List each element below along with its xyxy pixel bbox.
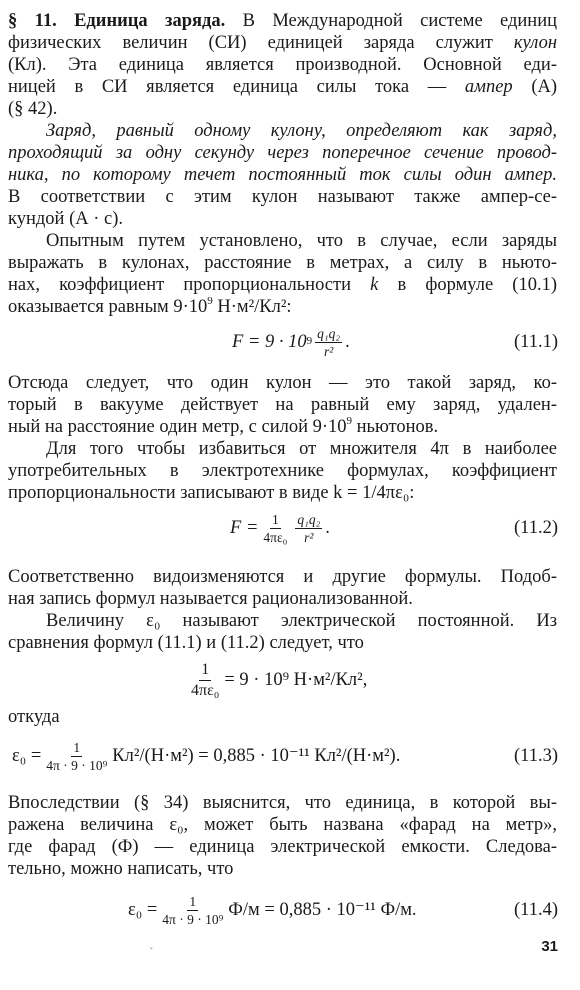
equation-label: (11.3)	[513, 745, 558, 766]
p1-line-3: (Кл). Эта единица является производной. Основной еди-	[8, 55, 557, 75]
p4-line-2: торый в вакууме действует на равный ему заряд, удален-	[8, 395, 557, 415]
equation-label: (11.2)	[513, 517, 558, 538]
p2-line-1: Заряд, равный одному кулону, определяют как заряд,	[46, 121, 557, 141]
p2-line-3: ника, по которому течет постоянный ток силы один ампер.	[8, 165, 557, 185]
p7-line-1: Величину ε₀ называют электрической постоянной. Из	[46, 611, 557, 631]
equation-label: (11.1)	[513, 331, 558, 352]
equation-11-3: ε₀ = $\frac{1}{\text{4π · 9 · 10⁹}}$ Кл²/(Н·м²) = 0,885 · 10⁻¹¹ Кл²/(Н·м²). (11.3)	[0, 734, 580, 778]
equation-label: (11.4)	[513, 899, 558, 920]
equation-11-1: F = 9 · 10 $^9$ $\frac{\text{q₁q₂}}{\text{r²}}$ . (11.1)	[0, 320, 580, 364]
otkuda-line: откуда	[8, 707, 60, 727]
p2-line-2: проходящий за одну секунду через поперечное сечение провод-	[8, 143, 557, 163]
p1-line-1: § 11. Единица заряда. В Международной системе единиц	[8, 11, 557, 31]
p3-line-1: Опытным путем установлено, что в случае, если заряды	[46, 231, 557, 251]
fraction: $\frac{\text{q₁q₂}}{\text{r²}}$	[297, 511, 321, 545]
p5-line-1: Для того чтобы избавиться от множителя 4π в наиболее	[46, 439, 557, 459]
p6-line-1: Соответственно видоизменяются и другие формулы. Подоб-	[8, 567, 557, 587]
p7-line-2: сравнения формул (11.1) и (11.2) следует, что	[8, 633, 364, 653]
p6-line-2: ная запись формул называется рационализованной.	[8, 589, 413, 609]
fraction: $\frac{\text{q₁q₂}}{\text{r²}}$	[317, 325, 341, 359]
section-heading: § 11. Единица заряда.	[8, 11, 226, 31]
p1-line-5: (§ 42).	[8, 99, 58, 119]
equation-unnumbered: $\frac{1}{\text{4πε₀}}$ = 9 · 10⁹ Н·м²/Кл²,	[191, 660, 368, 699]
p1-line-2: физических величин (СИ) единицей заряда служит кулон	[8, 33, 557, 53]
fraction: $\frac{1}{\text{4πε₀}}$	[263, 511, 288, 545]
p8-line-2: ражена величина ε₀, может быть названа «фарад на метр»,	[8, 815, 557, 835]
p4-line-1: Отсюда следует, что один кулон — это такой заряд, ко-	[8, 373, 557, 393]
p4-line-3: ный на расстояние один метр, с силой $9\cdot 10^9$ ньютонов.	[8, 416, 439, 437]
p3-line-2: выражать в кулонах, расстояние в метрах, а силу в ньюто-	[8, 253, 557, 273]
p1-line-4: ницей в СИ является единица силы тока — ампер (А)	[8, 77, 557, 97]
fraction: $\frac{1}{\text{4π · 9 · 10⁹}}$	[46, 739, 108, 773]
fraction: $\frac{1}{\text{4πε₀}}$	[191, 660, 220, 699]
p5-line-2: употребительных в электротехнике формулах, коэффициент	[8, 461, 557, 481]
equation-11-2: F = $\frac{1}{\text{4πε₀}}$ $\frac{\text{q₁q₂}}{\text{r²}}$ . (11.2)	[0, 506, 580, 550]
p2-line-5: кундой (А · с).	[8, 209, 123, 229]
p3-line-3: нах, коэффициент пропорциональности k в формуле (10.1)	[8, 275, 557, 295]
p3-line-4: оказывается равным $9\cdot 10^9$ Н·м²/Кл²:	[8, 296, 292, 317]
print-mark-decoration: ᵛ	[150, 944, 153, 954]
p8-line-3: где фарад (Ф) — единица электрической емкости. Следова-	[8, 837, 557, 857]
fraction: $\frac{1}{\text{4π · 9 · 10⁹}}$	[162, 893, 224, 927]
equation-11-4: ε₀ = $\frac{1}{\text{4π · 9 · 10⁹}}$ Ф/м = 0,885 · 10⁻¹¹ Ф/м. (11.4)	[0, 888, 580, 932]
p8-line-4: тельно, можно написать, что	[8, 859, 234, 879]
page-number: 31	[541, 938, 558, 955]
p2-line-4: В соответствии с этим кулон называют также ампер-се-	[8, 187, 557, 207]
p5-line-3: пропорциональности записывают в виде k = 1/4πε₀:	[8, 483, 415, 503]
p8-line-1: Впоследствии (§ 34) выяснится, что единица, в которой вы-	[8, 793, 557, 813]
